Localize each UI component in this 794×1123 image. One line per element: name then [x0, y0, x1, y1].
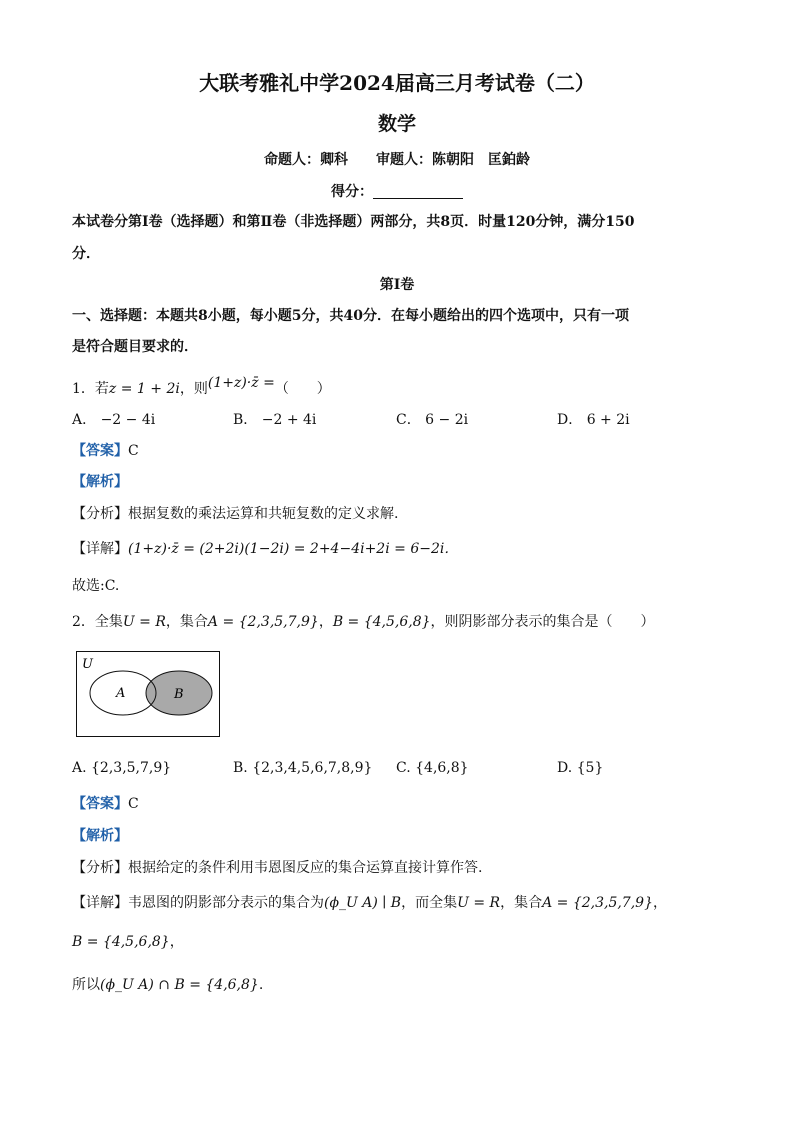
q2-result-expr: (ϕ_U A) ∩ B = {4,6,8}: [100, 977, 259, 993]
exam-title: 大联考雅礼中学2024届高三月考试卷（二）: [199, 71, 595, 95]
q2-result-prefix: 所以: [72, 977, 100, 993]
q2-result: [72, 975, 263, 995]
intro-line-1: 本试卷分第Ⅰ卷（选择题）和第Ⅱ卷（非选择题）两部分，共8页．时量120分钟，满分150: [72, 214, 635, 230]
q2-detail-text-e: ，: [169, 934, 184, 950]
q1-option-b: [233, 410, 316, 430]
q1-fenxi: [72, 504, 398, 524]
q2-option-a-text: {2,3,5,7,9}: [91, 760, 172, 776]
q1-option-d-text: 6 + 2i: [586, 412, 630, 428]
q1-detail: [72, 539, 458, 559]
q1-analysis: [72, 472, 128, 492]
score-blank: [373, 184, 463, 199]
exam-subject: 数学: [377, 113, 416, 135]
q1-option-b-text: −2 + 4i: [261, 412, 317, 428]
q1-conclusion: 故选:C.: [72, 578, 120, 594]
q1-stem-prefix: 1．若: [72, 381, 109, 397]
q2-analysis-tag: 【解析】: [72, 828, 128, 844]
q1-stem: [72, 375, 331, 399]
q2-stem-question: ，则阴影部分表示的集合是（ ）: [430, 614, 655, 630]
q2-answer-value: C: [128, 796, 139, 812]
venn-u-label: U: [82, 657, 93, 672]
q2-analysis: [72, 826, 128, 846]
q2-set-b-expr: B = {4,5,6,8}: [332, 614, 431, 630]
q2-option-c: [396, 758, 469, 778]
q2-detail-text-a: 韦恩图的阴影部分表示的集合为: [128, 895, 324, 911]
q1-detail-text: (1+z)·z̄ = (2+2i)(1−2i) = 2+4−4i+2i = 6−2i．: [128, 541, 459, 557]
q2-option-b-text: {2,3,4,5,6,7,8,9}: [252, 760, 373, 776]
q2-fenxi: [72, 858, 482, 878]
venn-a-label: A: [116, 686, 126, 701]
q1-option-a: [72, 410, 155, 430]
q2-detail-text-b: ，而全集: [401, 895, 458, 911]
volume-title: 第Ⅰ卷: [379, 277, 415, 293]
q2-fenxi-text: 根据给定的条件利用韦恩图反应的集合运算直接计算作答.: [128, 860, 483, 876]
q1-fenxi-text: 根据复数的乘法运算和共轭复数的定义求解.: [128, 506, 399, 522]
q2-detail-text-d: ，: [652, 895, 667, 911]
q1-stem-paren: （ ）: [274, 381, 331, 397]
venn-diagram: [76, 651, 220, 737]
q2-stem: [72, 612, 655, 632]
section-line-2: 是符合题目要求的．: [72, 339, 198, 355]
q2-option-d-label: D.: [557, 760, 573, 776]
q2-stem-prefix: 2．全集: [72, 614, 123, 630]
q2-detail-text-c: ，集合: [500, 895, 543, 911]
q2-detail: [72, 893, 667, 913]
q2-result-period: .: [258, 977, 264, 993]
q2-option-c-label: C.: [396, 760, 411, 776]
exam-authors: 命题人：卿科 审题人：陈朝阳 匡鉑龄: [264, 152, 530, 168]
q1-formula-z: z = 1 + 2i: [108, 381, 180, 397]
q2-detail-set-b: B = {4,5,6,8}: [72, 934, 170, 950]
q2-answer-tag: 【答案】: [72, 796, 128, 812]
q1-answer: [72, 441, 139, 461]
q1-answer-tag: 【答案】: [72, 443, 128, 459]
q2-detail-line-2: [72, 932, 184, 952]
q1-analysis-tag: 【解析】: [72, 474, 128, 490]
q1-fenxi-tag: 【分析】: [72, 506, 128, 522]
q1-option-c-text: 6 − 2i: [425, 412, 469, 428]
q2-detail-expr: (ϕ_U A) ∣ B: [324, 895, 402, 911]
score-line: [0, 182, 794, 202]
q1-option-c: [396, 410, 468, 430]
q2-option-d-text: {5}: [576, 760, 604, 776]
q2-option-c-text: {4,6,8}: [415, 760, 469, 776]
q1-option-d-label: D．: [557, 412, 583, 428]
q1-option-b-label: B．: [233, 412, 258, 428]
q2-option-a-label: A.: [72, 760, 87, 776]
q1-option-a-label: A．: [72, 412, 97, 428]
q1-stem-then: ，则: [179, 381, 208, 397]
q1-option-d: [557, 410, 630, 430]
q1-option-a-text: −2 − 4i: [100, 412, 156, 428]
q2-detail-universe: U = R: [457, 895, 501, 911]
q1-detail-tag: 【详解】: [72, 541, 128, 557]
q2-stem-set: ，集合: [165, 614, 208, 630]
q2-universe-expr: U = R: [122, 614, 166, 630]
score-label: 得分：: [331, 184, 373, 200]
q2-option-d: [557, 758, 603, 778]
q2-detail-tag: 【详解】: [72, 895, 128, 911]
q2-option-a: [72, 758, 171, 778]
q2-fenxi-tag: 【分析】: [72, 860, 128, 876]
venn-b-label: B: [174, 687, 184, 702]
q2-detail-set-a: A = {2,3,5,7,9}: [542, 895, 653, 911]
q2-stem-comma: ，: [318, 614, 333, 630]
q2-set-a-expr: A = {2,3,5,7,9}: [207, 614, 319, 630]
q1-answer-value: C: [128, 443, 139, 459]
q2-option-b: [233, 758, 372, 778]
q1-formula-expr: (1+z)·z̄ =: [207, 375, 275, 391]
intro-line-2: 分．: [72, 246, 100, 262]
q2-option-b-label: B.: [233, 760, 248, 776]
section-line-1: 一、选择题：本题共8小题，每小题5分，共40分．在每小题给出的四个选项中，只有一项: [72, 308, 629, 324]
q2-answer: [72, 794, 139, 814]
q1-option-c-label: C．: [396, 412, 421, 428]
